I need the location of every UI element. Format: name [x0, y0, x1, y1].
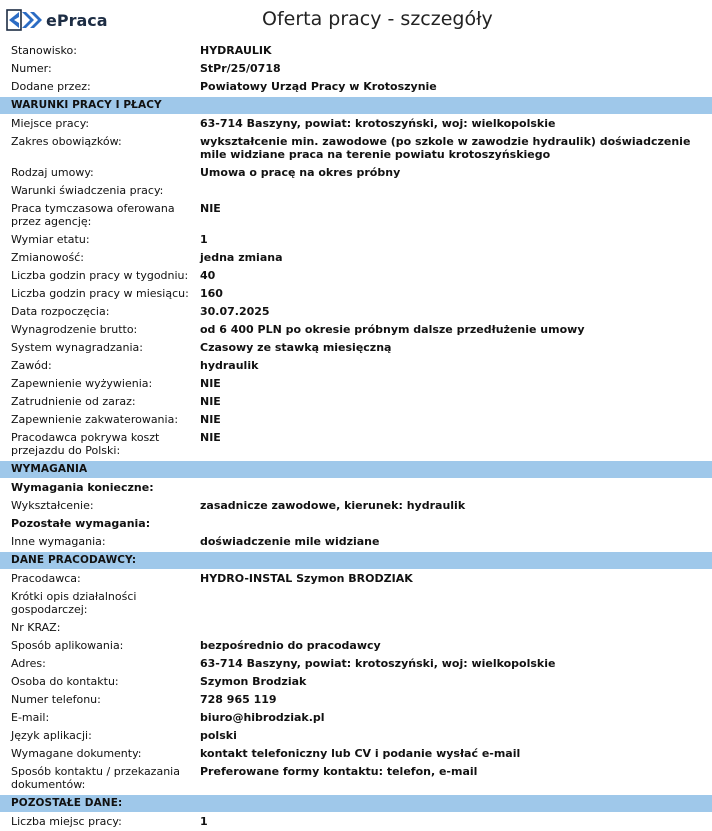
field-row: [0, 745, 712, 763]
field-label: Nr KRAZ:: [11, 621, 61, 634]
field-row: [0, 429, 712, 460]
other-subheading: Pozostałe wymagania:: [11, 517, 151, 530]
field-value: od 6 400 PLN po okresie próbnym dalsze przedłużenie umowy: [200, 323, 585, 336]
field-label: Praca tymczasowa oferowana przez agencję:: [11, 202, 175, 228]
field-value: 1: [200, 233, 208, 246]
brand-name: ePraca: [46, 10, 108, 30]
field-row: [0, 60, 712, 78]
field-label: Liczba godzin pracy w miesiącu:: [11, 287, 189, 300]
field-row: [0, 637, 712, 655]
field-label: Miejsce pracy:: [11, 117, 90, 130]
field-label: E-mail:: [11, 711, 50, 724]
field-label: Numer telefonu:: [11, 693, 101, 706]
field-row: [0, 200, 712, 231]
field-row: [0, 619, 712, 637]
field-value: HYDRO-INSTAL Szymon BRODZIAK: [200, 572, 413, 585]
field-row: [0, 267, 712, 285]
field-row: [0, 497, 712, 515]
field-value: 30.07.2025: [200, 305, 270, 318]
field-row: [0, 357, 712, 375]
field-label: Numer:: [11, 62, 52, 75]
field-value: kontakt telefoniczny lub CV i podanie wysłać e-mail: [200, 747, 521, 760]
field-row: [0, 411, 712, 429]
required-subheading: Wymagania konieczne:: [11, 481, 154, 494]
field-label: Zmianowość:: [11, 251, 84, 264]
field-value: StPr/25/0718: [200, 62, 281, 75]
field-value: NIE: [200, 377, 221, 390]
field-value: Umowa o pracę na okres próbny: [200, 166, 401, 179]
field-label: Sposób aplikowania:: [11, 639, 124, 652]
section-header-warunki: WARUNKI PRACY I PŁACY: [0, 97, 712, 114]
page-title: Oferta pracy - szczegóły: [262, 8, 493, 30]
field-row: [0, 164, 712, 182]
field-value: doświadczenie mile widziane: [200, 535, 380, 548]
field-row: [0, 231, 712, 249]
field-row: [0, 42, 712, 60]
field-label: Wymagane dokumenty:: [11, 747, 142, 760]
field-row: [0, 339, 712, 357]
field-row: [0, 533, 712, 551]
field-row: [0, 727, 712, 745]
field-value: [200, 621, 712, 634]
field-value: [200, 590, 712, 616]
field-value: Szymon Brodziak: [200, 675, 307, 688]
field-label: Język aplikacji:: [11, 729, 92, 742]
field-label: Pracodawca pokrywa koszt przejazdu do Polski:: [11, 431, 160, 457]
field-row: [0, 393, 712, 411]
field-value: HYDRAULIK: [200, 44, 272, 57]
field-value: [200, 184, 712, 197]
field-row: [0, 709, 712, 727]
epraca-logo[interactable]: [6, 9, 108, 31]
field-row: [0, 182, 712, 200]
page-header: [0, 0, 712, 40]
field-label: Zawód:: [11, 359, 52, 372]
other-fields: [0, 533, 712, 551]
field-value: Powiatowy Urząd Pracy w Krotoszynie: [200, 80, 437, 93]
field-value: 728 965 119: [200, 693, 277, 706]
field-label: Wykształcenie:: [11, 499, 94, 512]
field-label: Zapewnienie wyżywienia:: [11, 377, 153, 390]
top-fields: [0, 42, 712, 96]
field-row: [0, 763, 712, 794]
field-label: Krótki opis działalności gospodarczej:: [11, 590, 137, 616]
field-value: wykształcenie min. zawodowe (po szkole w zawodzie hydraulik) doświadczenie mile widziane praca na terenie powiatu krotoszyńskiego: [200, 135, 691, 161]
field-row: [0, 691, 712, 709]
field-row: [0, 673, 712, 691]
field-value: zasadnicze zawodowe, kierunek: hydraulik: [200, 499, 466, 512]
field-label: Zakres obowiązków:: [11, 135, 122, 148]
field-row: [0, 285, 712, 303]
field-label: Rodzaj umowy:: [11, 166, 94, 179]
field-row: [0, 570, 712, 588]
field-row: [0, 249, 712, 267]
required-fields: [0, 497, 712, 515]
field-label: Liczba godzin pracy w tygodniu:: [11, 269, 189, 282]
field-row: [0, 655, 712, 673]
epraca-logo-icon: [6, 9, 44, 31]
field-value: jedna zmiana: [200, 251, 283, 264]
field-value: bezpośrednio do pracodawcy: [200, 639, 381, 652]
pracodawca-fields: [0, 570, 712, 794]
field-value: NIE: [200, 431, 221, 444]
field-value: biuro@hibrodziak.pl: [200, 711, 325, 724]
field-label: Pracodawca:: [11, 572, 81, 585]
section-header-pracodawca: DANE PRACODAWCY:: [0, 552, 712, 569]
field-label: Zapewnienie zakwaterowania:: [11, 413, 179, 426]
field-label: Adres:: [11, 657, 46, 670]
field-row: [0, 375, 712, 393]
field-value: Czasowy ze stawką miesięczną: [200, 341, 392, 354]
field-value: 63-714 Baszyny, powiat: krotoszyński, woj: wielkopolskie: [200, 657, 556, 670]
field-value: hydraulik: [200, 359, 259, 372]
field-row: [0, 303, 712, 321]
section-header-pozostale: POZOSTAŁE DANE:: [0, 795, 712, 812]
field-label: Stanowisko:: [11, 44, 77, 57]
field-row: [0, 78, 712, 96]
field-label: Zatrudnienie od zaraz:: [11, 395, 136, 408]
field-value: NIE: [200, 413, 221, 426]
pozostale-fields: [0, 813, 712, 831]
field-value: Preferowane formy kontaktu: telefon, e-mail: [200, 765, 478, 778]
warunki-fields: [0, 115, 712, 460]
field-label: Inne wymagania:: [11, 535, 106, 548]
offer-details: [0, 42, 712, 831]
field-label: System wynagradzania:: [11, 341, 143, 354]
field-value: 40: [200, 269, 216, 282]
field-row: [0, 588, 712, 619]
field-label: Data rozpoczęcia:: [11, 305, 110, 318]
field-label: Osoba do kontaktu:: [11, 675, 119, 688]
section-header-wymagania: WYMAGANIA: [0, 461, 712, 478]
field-label: Liczba miejsc pracy:: [11, 815, 122, 828]
field-label: Sposób kontaktu / przekazania dokumentów:: [11, 765, 180, 791]
field-row: [0, 115, 712, 133]
field-label: Dodane przez:: [11, 80, 91, 93]
field-value: 63-714 Baszyny, powiat: krotoszyński, woj: wielkopolskie: [200, 117, 556, 130]
field-label: Wymiar etatu:: [11, 233, 90, 246]
field-value: 1: [200, 815, 208, 828]
field-row: [0, 133, 712, 164]
field-label: Wynagrodzenie brutto:: [11, 323, 138, 336]
field-row: [0, 321, 712, 339]
field-value: NIE: [200, 202, 221, 215]
field-label: Warunki świadczenia pracy:: [11, 184, 164, 197]
field-row: [0, 813, 712, 831]
field-value: 160: [200, 287, 223, 300]
field-value: polski: [200, 729, 237, 742]
field-value: NIE: [200, 395, 221, 408]
